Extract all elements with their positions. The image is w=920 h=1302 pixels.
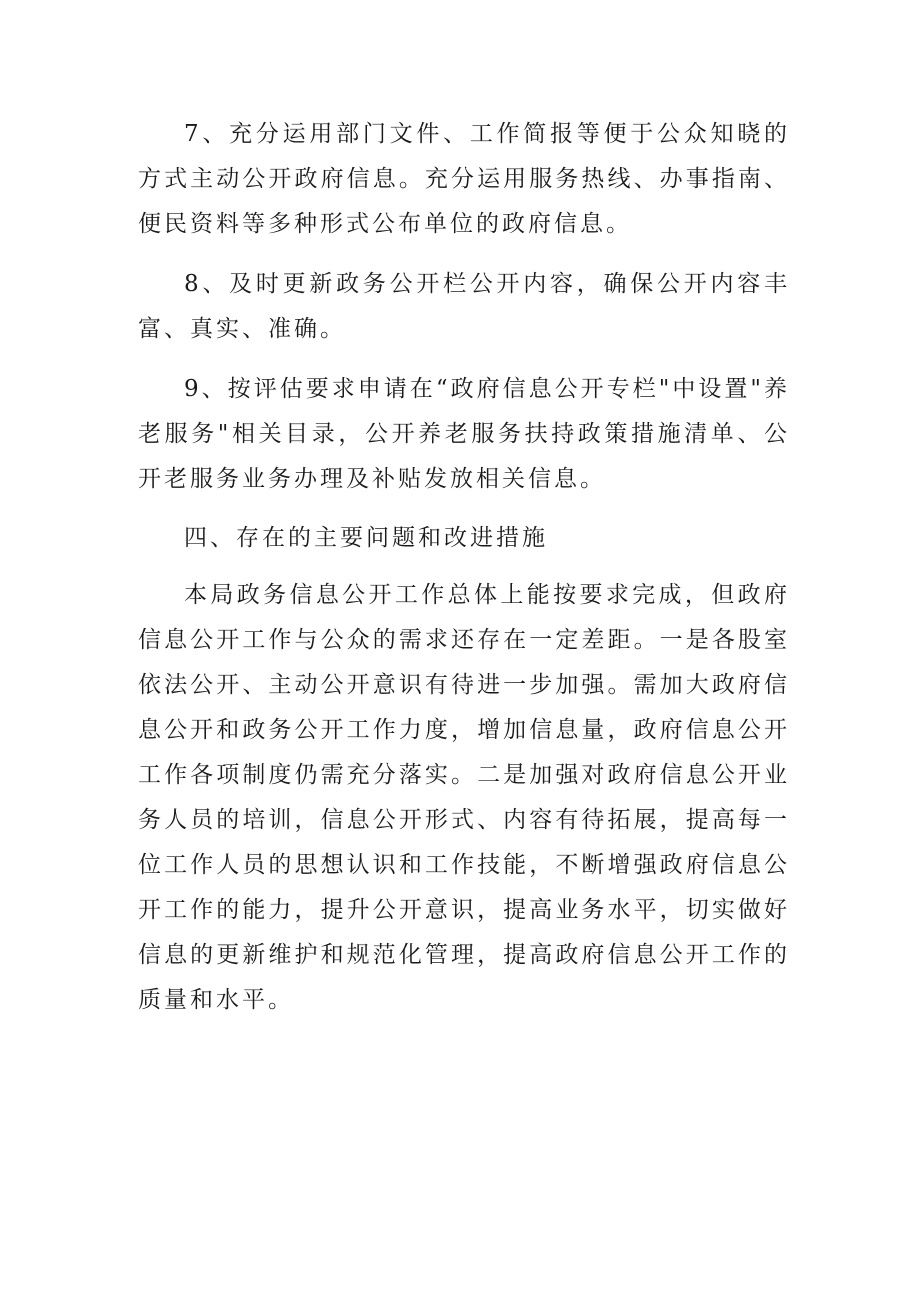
paragraph-item-9: 9、按评估要求申请在“政府信息公开专栏"中设置"养老服务"相关目录，公开养老服务扶持政策措施清单、公开老服务业务办理及补贴发放相关信息。 [138,376,790,492]
paragraph-item-8: 8、及时更新政务公开栏公开内容，确保公开内容丰富、真实、准确。 [138,271,790,342]
paragraph-item-7: 7、充分运用部门文件、工作简报等便于公众知晓的方式主动公开政府信息。充分运用服务热线、办事指南、便民资料等多种形式公布单位的政府信息。 [138,121,790,237]
section-paragraph: 本局政务信息公开工作总体上能按要求完成，但政府信息公开工作与公众的需求还存在一定差距。一是各股室依法公开、主动公开意识有待进一步加强。需加大政府信息公开和政务公开工作力度，增加信息量，政府信息公开工作各项制度仍需充分落实。二是加强对政府信息公开业务人员的培训，信息公开形式、内容有待拓展，提高每一位工作人员的思想认识和工作技能，不断增强政府信息公开工作的能力，提升公开意识，提高业务水平，切实做好信息的更新维护和规范化管理，提高政府信息公开工作的质量和水平。 [138,582,790,1013]
section-heading: 四、存在的主要问题和改进措施 [184,525,548,551]
